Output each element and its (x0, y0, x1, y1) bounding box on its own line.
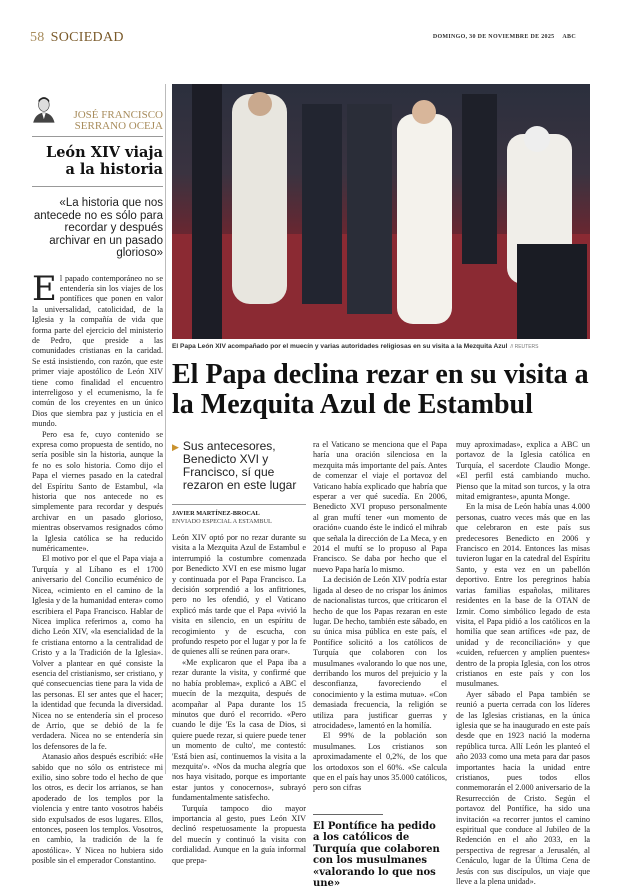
author-portrait-icon (32, 86, 56, 132)
article-headline: El Papa declina rezar en su visita a la Mezquita Azul de Estambul (172, 359, 589, 420)
article-body (456, 440, 590, 887)
subheadline (172, 440, 306, 505)
paragraph: Turquía tampoco dio mayor importancia al gesto, pues León XIV declinó respetuosamente la propuesta del muecín y continuó la visita con cordialidad. Aunque en la guía informal que prepa- (172, 803, 306, 865)
paragraph: ra el Vaticano se menciona que el Papa haría una oración silenciosa en la mezquita más importante del país. Antes de comenzar el viaje el portavoz del Vaticano había explicado que habría que esperar a ver qué sucedía. En 2006, Benedicto XVI propuso personalmente al gran muftí tener «un momento de oración» cuando éste le indicó el mihrab que señala la dirección de La Meca, y en 2014 el muftí se lo propuso al Papa Francisco. Se daba por hecho que el nuevo Papa haría lo mismo. (313, 440, 447, 574)
paragraph: En la misa de León había unas 4.000 personas, cuatro veces más que en las que celebraron en este país sus predecesores Benedicto en 2006 y Francisco en 2014. Entonces las misas tuvieron lugar en la catedral del Espíritu Santo, y esta vez en un pabellón deportivo. Entre los peregrinos había varias familias españolas, militares residentes en la base de la OTAN de Izmir. Como simbólico legado de esta visita, el Papa pidió a los católicos en la homilía que sean artífices «de paz, de unidad y de reconciliación» y que «cuiden, refuercen y amplíen puentes» dentro de la propia Iglesia, con los otros cristianos en este país y con los musulmanes. (456, 502, 590, 689)
paragraph: Atanasio años después escribió: «He sabido que no sólo os entristece mi exilio, sino sobre todo el hecho de que los otros, es decir los arrianos, se han apoderado de los templos por la violencia y entre tanto vosotros habéis sido expulsados de esos lugares. Ellos, entonces, poseen los templos. Vosotros, en cambio, la tradición de la fe apostólica». Y Nicea no hubiera sido posible sin el emperador Constantino. (32, 752, 163, 866)
photo-caption (172, 342, 612, 352)
article-column-3 (456, 440, 590, 887)
byline-name: JAVIER MARTÍNEZ-BROCAL (172, 510, 260, 517)
paragraph: Ayer sábado el Papa también se reunió a puerta cerrada con los líderes de las Iglesias cristianas, en la única iglesia que se ha inaugurado en este país desde que en 1923 nació la moderna república turca. Allí León les planteó el año 2033 como una meta para dar pasos importantes hacia la unidad entre cristianos, pues todos ellos conmemorarán el 2.000 aniversario de la Resurrección de Cristo. Según el portavoz del Pontífice, ha sido una invitación «a recorrer juntos el camino espiritual que conduce al Jubileo de la Redención en el año 2033, en la perspectiva de regresar a Jerusalén, al Cenáculo, lugar de la Última Cena de Jesús con sus discípulos, un viaje que lleve a la plena unidad». (456, 689, 590, 887)
paragraph: muy aproximadas», explica a ABC un portavoz de la Iglesia católica en Turquía, el sacerdote Claudio Monge. «El perfil está cambiando mucho. Pienso que la mitad son turcos, y la otra mitad emigrantes», apunta Monge. (456, 440, 590, 502)
paragraph: El motivo por el que el Papa viaja a Turquía y al Líbano es el 1700 aniversario del Concilio ecuménico de Nicea, «cimiento en el camino de la Iglesia y de la humanidad entera» como escribiera el Papa Francisco. Hablar de Nicea implica referirnos a, como ha dicho León XIV, «la esencialidad de la fe cristiana entorno a la centralidad de Cristo y a la Tradición de la Iglesia». Volver a plantear en qué consiste la esencia del cristianismo, ser cristiano, y qué consecuencias tiene para la vida de las personas. El ser antes que el hacer; la identidad que fecunda la diversidad. Nicea no se entendería sin el proceso de Arrio, que se debió de la fe verdadera. Nicea no se entendería sin los defensores de la fe. (32, 554, 163, 751)
paragraph: León XIV optó por no rezar durante su visita a la Mezquita Azul de Estambul e interrumpió la costumbre comenzada por Benedicto XVI en ese mismo lugar y continuada por el Papa Francisco. La decisión sorprendió a los anfitriones, pero no les ofendió, y el Vaticano explicó más tarde que el Papa «vivió la visita en silencio, en un espíritu de recogimiento y de escucha, con profundo respeto por el lugar y por la fe de quienes allí se reúnen para orar». (172, 533, 306, 657)
paragraph: El 99% de la población son musulmanes. Los cristianos son aproximadamente el 0,2%, de los que los ortodoxos son el 60%. «Se calcula que en el país hay unos 35.000 católicos, pero son cifras (313, 731, 447, 793)
byline-role: ENVIADO ESPECIAL A ESTAMBUL (172, 518, 272, 525)
highlight-rule (313, 814, 383, 815)
paragraph: La decisión de León XIV podría estar ligada al deseo de no crispar los ánimos de nacionalistas turcos, que criticaron el hecho de que los Papas rezaran en este lugar. De hecho, también este sábado, en su única misa pública en este país, el Pontífice solicitó a los católicos de Turquía que colaboren con los musulmanes «valorando lo que nos une, derribando los muros del prejuicio y la desconfianza, favoreciendo el conocimiento y la estima mutua». «Con demasiada frecuencia, la religión se utiliza para justificar guerras y atrocidades», lamentó en la homilía. (313, 575, 447, 730)
divider (32, 186, 163, 187)
date: DOMINGO, 30 DE NOVIEMBRE DE 2025 (432, 34, 555, 40)
article-column-2 (313, 440, 447, 890)
article-column-1 (172, 440, 306, 866)
subhead-text: Sus antecesores, Benedicto XVI y Francisco, sí que rezaron en este lugar (182, 439, 297, 492)
paragraph: Pero esa fe, cuyo contenido se expresa como propuesta de sentido, no sería posible sin la historia, aunque la fe no es solo historia. Como dijo el Papa el viernes pasado en la catedral del Espíritu Santo de Estambul, «la historia que nos antecede no es simplemente para recordar y después archivar en un pasado glorioso, mientras observamos resignados cómo la Iglesia católica se ha reducido numéricamente». (32, 429, 163, 554)
article-body (313, 440, 447, 794)
brand: ABC (562, 34, 576, 40)
dateline (433, 34, 576, 40)
photo-scene-icon (172, 84, 590, 339)
highlight-quote: El Pontífice ha pedido a los católicos de Turquía que colaboren con los musulmanes «valorando lo que nos une» (313, 820, 440, 890)
opinion-body (32, 268, 163, 867)
paragraph (32, 268, 163, 430)
photo-credit: // REUTERS (510, 344, 539, 350)
paragraph: «Me explicaron que el Papa iba a rezar durante la visita, y confirmé que no había problema», explicó a ABC el muecín de la mezquita, después de acompañar al Papa durante los 15 minutos que duró el recorrido. «Pero cuando le dije 'Es la casa de Dios, si quiere puede rezar, si quiere puede tener un momento de culto', me contestó: 'Está bien así, continuemos la visita a la mezquita'». «Nos da mucha alegría que nos haya visitado, porque es importante estar juntos y conocernos», subrayó fundamentalmente satisfecho. (172, 657, 306, 803)
dropcap: E (32, 268, 57, 309)
caption-text: El Papa León XIV acompañado por el muecín y varias autoridades religiosas en su visita a la Mezquita Azul (172, 343, 508, 350)
page-folio (30, 30, 124, 46)
triangle-bullet-icon: ▶ (172, 442, 179, 452)
column-divider (165, 84, 166, 774)
news-photo (172, 84, 590, 339)
author-box (32, 84, 163, 137)
opinion-title: León XIV viaja a la historia (46, 144, 163, 178)
section-name: SOCIEDAD (50, 30, 124, 45)
paragraph-text: l papado contemporáneo no se entendería sin los viajes de los pontífices que ponen en valor la universalidad, catolicidad, de la Iglesia y la compañía de vida que forma parte del ejercicio del ministerio de Pedro, que preside a las comunidades cristianas en la caridad. Se está insistiendo, con razón, que este primer viaje apostólico de León XIV tiene como finalidad el encuentro interreligoso y el ecumenismo, la fe común de los creyentes en un único Dios que siembra paz y justicia en el mundo. (32, 273, 163, 429)
pull-quote: «La historia que nos antecede no es sólo para recordar y después archivar en un pasado glorioso» (33, 197, 163, 259)
author-name: JOSÉ FRANCISCO SERRANO OCEJA (73, 109, 163, 132)
article-body (172, 533, 306, 866)
opinion-column (32, 84, 163, 867)
byline (172, 510, 306, 526)
page-number: 58 (30, 30, 45, 45)
